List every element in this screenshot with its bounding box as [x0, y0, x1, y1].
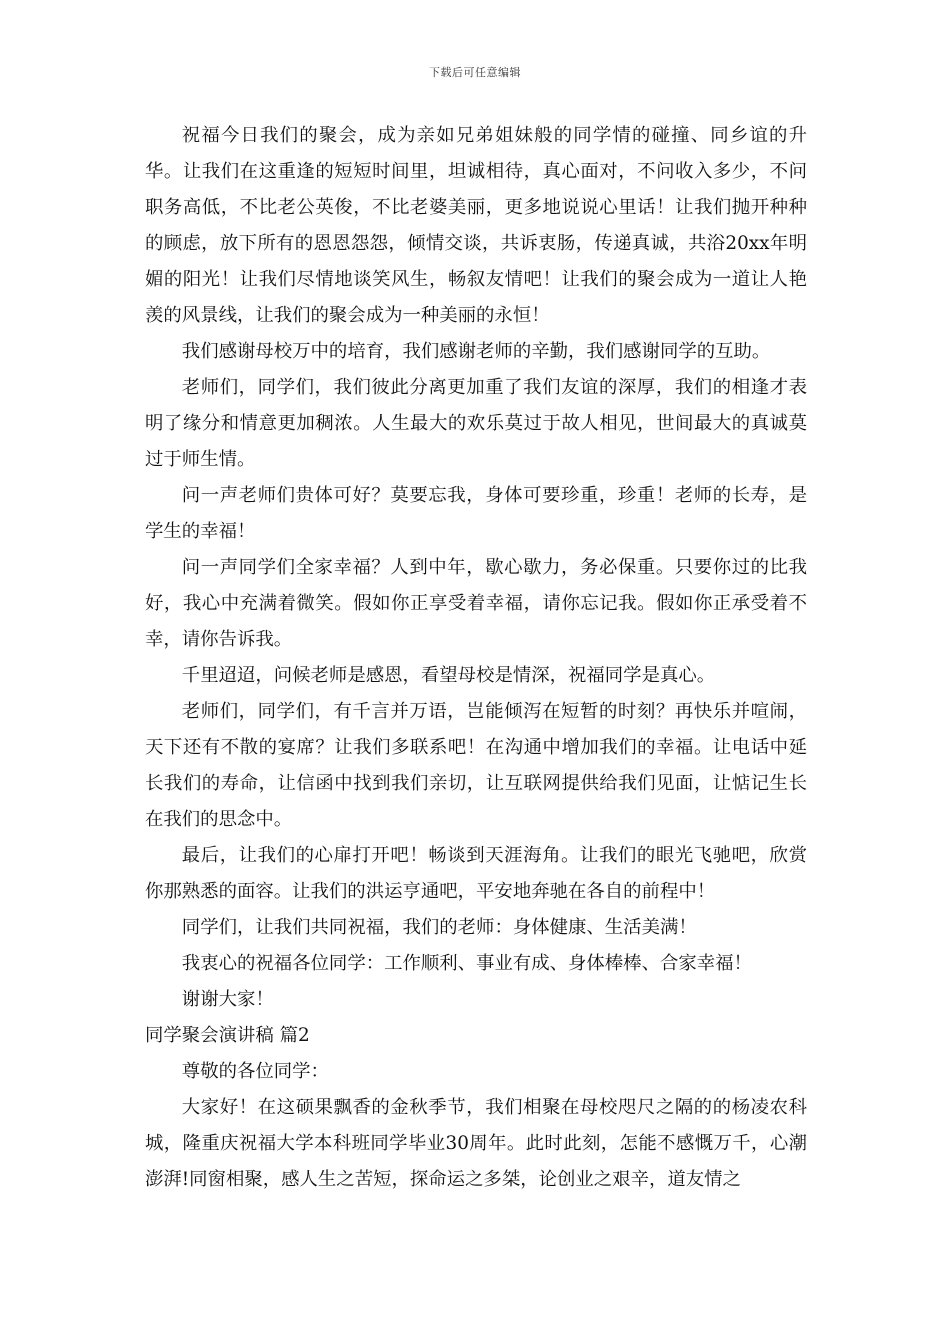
paragraph: 我衷心的祝福各位同学：工作顺利、事业有成、身体棒棒、合家幸福！	[181, 953, 752, 974]
paragraph: 大家好！在这硕果飘香的金秋季节，我们相聚在母校咫尺之隔的的杨凌农科城，隆重庆祝福大学本科班同学毕业30周年。此时此刻，怎能不感慨万千，心潮澎湃!同窗相聚，感人生之苦短，探命运之多桀，论创业之艰辛，道友情之	[145, 1097, 807, 1190]
paragraph: 问一声老师们贵体可好？莫要忘我，身体可要珍重，珍重！老师的长寿，是学生的幸福！	[145, 485, 807, 542]
paragraph: 老师们，同学们，有千言并万语，岂能倾泻在短暂的时刻？再快乐并喧闹，天下还有不散的宴席？让我们多联系吧！在沟通中增加我们的幸福。让电话中延长我们的寿命，让信函中找到我们亲切，让互联网提供给我们见面，让惦记生长在我们的思念中。	[145, 701, 807, 830]
salutation: 尊敬的各位同学：	[181, 1061, 329, 1082]
section-title: 同学聚会演讲稿 篇2	[145, 1025, 310, 1046]
paragraph: 老师们，同学们，我们彼此分离更加重了我们友谊的深厚，我们的相逢才表明了缘分和情意更加稠浓。人生最大的欢乐莫过于故人相见，世间最大的真诚莫过于师生情。	[145, 377, 807, 470]
paragraph: 谢谢大家！	[181, 989, 274, 1010]
document-body	[145, 118, 807, 1198]
paragraph: 祝福今日我们的聚会，成为亲如兄弟姐妹般的同学情的碰撞、同乡谊的升华。让我们在这重逢的短短时间里，坦诚相待，真心面对，不问收入多少，不问职务高低，不比老公英俊，不比老婆美丽，更多地说说心里话！让我们抛开种种的顾虑，放下所有的恩恩怨怨，倾情交谈，共诉衷肠，传递真诚，共浴20xx年明媚的阳光！让我们尽情地谈笑风生，畅叙友情吧！让我们的聚会成为一道让人艳羡的风景线，让我们的聚会成为一种美丽的永恒！	[145, 125, 807, 326]
paragraph: 问一声同学们全家幸福？人到中年，歇心歇力，务必保重。只要你过的比我好，我心中充满着微笑。假如你正享受着幸福，请你忘记我。假如你正承受着不幸，请你告诉我。	[145, 557, 807, 650]
paragraph: 千里迢迢，问候老师是感恩，看望母校是情深，祝福同学是真心。	[181, 665, 716, 686]
paragraph: 我们感谢母校万中的培育，我们感谢老师的辛勤，我们感谢同学的互助。	[181, 341, 771, 362]
paragraph: 最后，让我们的心扉打开吧！畅谈到天涯海角。让我们的眼光飞驰吧，欣赏你那熟悉的面容。让我们的洪运亨通吧，平安地奔驰在各自的前程中！	[145, 845, 807, 902]
paragraph: 同学们，让我们共同祝福，我们的老师：身体健康、生活美满！	[181, 917, 697, 938]
page-header: 下载后可任意编辑	[429, 66, 521, 79]
